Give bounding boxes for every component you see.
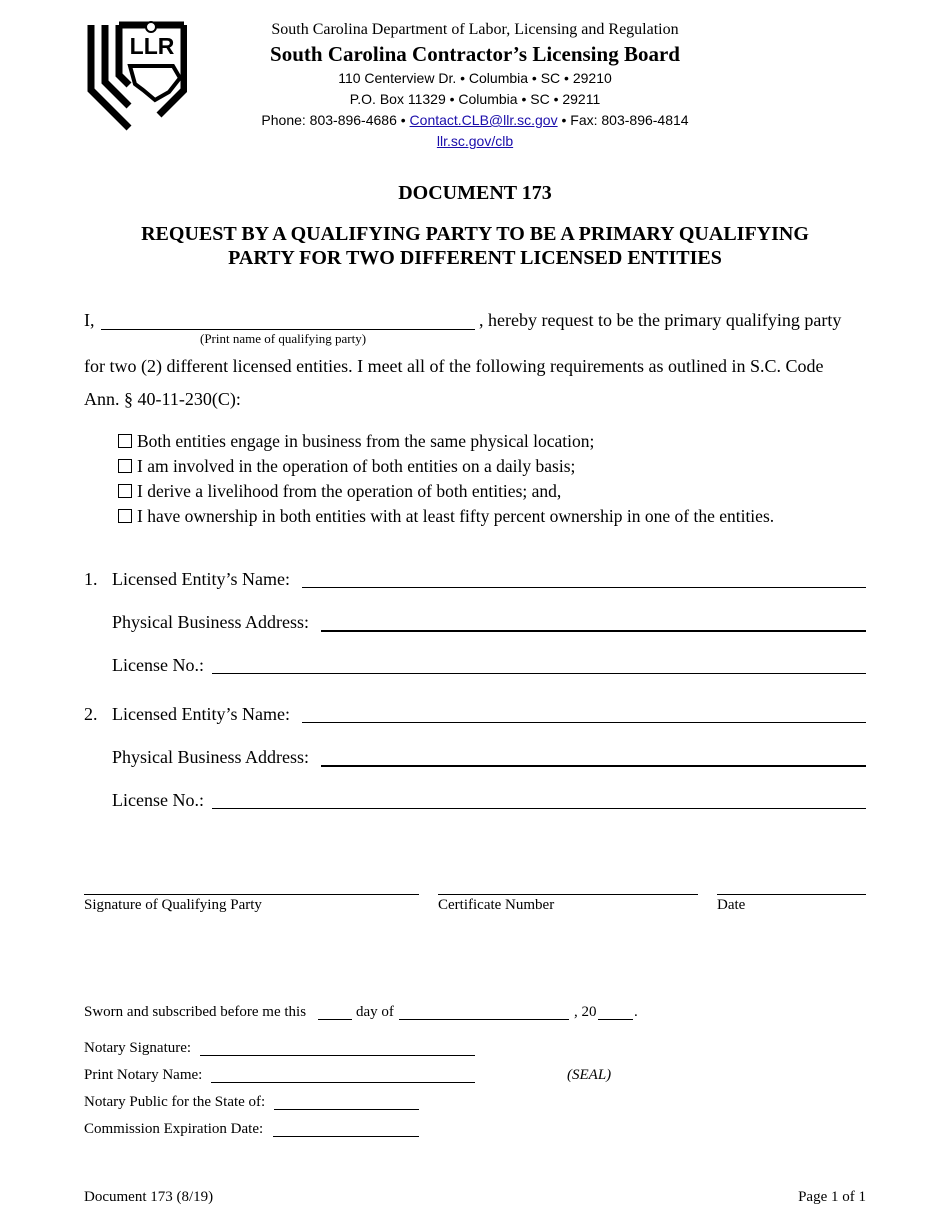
notary-state-label: Notary Public for the State of: xyxy=(84,1094,266,1110)
svg-text:LLR: LLR xyxy=(129,33,175,59)
requirement-item xyxy=(118,481,561,502)
entity-1-address-field[interactable] xyxy=(321,630,866,632)
date-label: Date xyxy=(717,897,746,913)
entity-1-name-field[interactable] xyxy=(302,587,866,588)
notary-print-name-label: Print Notary Name: xyxy=(84,1067,203,1083)
llr-logo xyxy=(85,20,187,138)
entity-1-number: 1. xyxy=(84,569,98,589)
requirement-item xyxy=(118,506,774,527)
seal-label: (SEAL) xyxy=(567,1067,612,1083)
statement-prefix: I, xyxy=(84,310,95,330)
fax-text: • Fax: 803-896-4814 xyxy=(557,112,689,128)
statement-line-3: Ann. § 40-11-230(C): xyxy=(84,389,241,409)
statement-suffix: , hereby request to be the primary qualifying party xyxy=(479,310,842,330)
title-line-1: REQUEST BY A QUALIFYING PARTY TO BE A PRIMARY QUALIFYING xyxy=(141,223,809,245)
title-line-2: PARTY FOR TWO DIFFERENT LICENSED ENTITIES xyxy=(228,247,722,269)
requirement-label: Both entities engage in business from the same physical location; xyxy=(137,431,595,451)
po-box: P.O. Box 11329 • Columbia • SC • 29211 xyxy=(349,91,601,107)
board-name: South Carolina Contractor’s Licensing Board xyxy=(270,42,680,66)
llr-logo-icon xyxy=(85,20,187,138)
requirement-checkbox[interactable] xyxy=(118,459,132,473)
certificate-label: Certificate Number xyxy=(438,897,555,913)
document-number: DOCUMENT 173 xyxy=(398,182,552,204)
requirement-label: I derive a livelihood from the operation of both entities; and, xyxy=(137,481,562,501)
name-caption: (Print name of qualifying party) xyxy=(200,331,367,346)
sworn-end: . xyxy=(634,1004,638,1020)
entity-1-license-label: License No.: xyxy=(112,655,204,675)
sworn-day-of: day of xyxy=(356,1004,394,1020)
entity-2-license-field[interactable] xyxy=(212,808,866,809)
entity-1-address-label: Physical Business Address: xyxy=(112,612,310,632)
requirement-checkbox[interactable] xyxy=(118,434,132,448)
street-address: 110 Centerview Dr. • Columbia • SC • 29210 xyxy=(338,70,612,86)
document-title xyxy=(80,222,870,270)
commission-expiration-label: Commission Expiration Date: xyxy=(84,1121,264,1137)
contact-line xyxy=(200,112,750,128)
website-line xyxy=(200,133,750,149)
sworn-year-prefix: , 20 xyxy=(574,1004,597,1020)
email-link[interactable]: Contact.CLB@llr.sc.gov xyxy=(409,112,558,128)
sworn-day-field[interactable] xyxy=(318,1019,352,1020)
notary-signature-field[interactable] xyxy=(200,1055,475,1056)
entity-2-name-field[interactable] xyxy=(302,722,866,723)
sworn-month-field[interactable] xyxy=(399,1019,569,1020)
requirement-checkbox[interactable] xyxy=(118,509,132,523)
signature-field[interactable] xyxy=(84,894,419,895)
entity-1-name-label: Licensed Entity’s Name: xyxy=(112,569,290,589)
entity-2-address-label: Physical Business Address: xyxy=(112,747,310,767)
notary-state-field[interactable] xyxy=(274,1109,419,1110)
requirement-item xyxy=(118,456,575,477)
requirement-item xyxy=(118,431,594,452)
entity-2-number: 2. xyxy=(84,704,98,724)
notary-print-name-field[interactable] xyxy=(211,1082,475,1083)
requirement-checkbox[interactable] xyxy=(118,484,132,498)
notary-signature-label: Notary Signature: xyxy=(84,1040,192,1056)
commission-expiration-field[interactable] xyxy=(273,1136,419,1137)
website-link[interactable]: llr.sc.gov/clb xyxy=(436,133,514,149)
date-field[interactable] xyxy=(717,894,866,895)
statement-line-2: for two (2) different licensed entities. I meet all of the following requirements as outlined in S.C. Code xyxy=(84,356,824,376)
signature-label: Signature of Qualifying Party xyxy=(84,897,262,913)
sworn-prefix: Sworn and subscribed before me this xyxy=(84,1004,307,1020)
entity-1-license-field[interactable] xyxy=(212,673,866,674)
qualifying-party-name-field[interactable] xyxy=(101,329,475,330)
requirement-label: I am involved in the operation of both entities on a daily basis; xyxy=(137,456,576,476)
phone-text: Phone: 803-896-4686 • xyxy=(261,112,410,128)
sworn-year-field[interactable] xyxy=(598,1019,633,1020)
entity-2-license-label: License No.: xyxy=(112,790,204,810)
footer-page-number: Page 1 of 1 xyxy=(798,1189,866,1205)
requirement-label: I have ownership in both entities with at least fifty percent ownership in one of the entities. xyxy=(137,506,775,526)
footer-doc-id: Document 173 (8/19) xyxy=(84,1189,214,1205)
certificate-number-field[interactable] xyxy=(438,894,698,895)
entity-2-address-field[interactable] xyxy=(321,765,866,767)
department-name: South Carolina Department of Labor, Licensing and Regulation xyxy=(271,21,679,38)
entity-2-name-label: Licensed Entity’s Name: xyxy=(112,704,290,724)
